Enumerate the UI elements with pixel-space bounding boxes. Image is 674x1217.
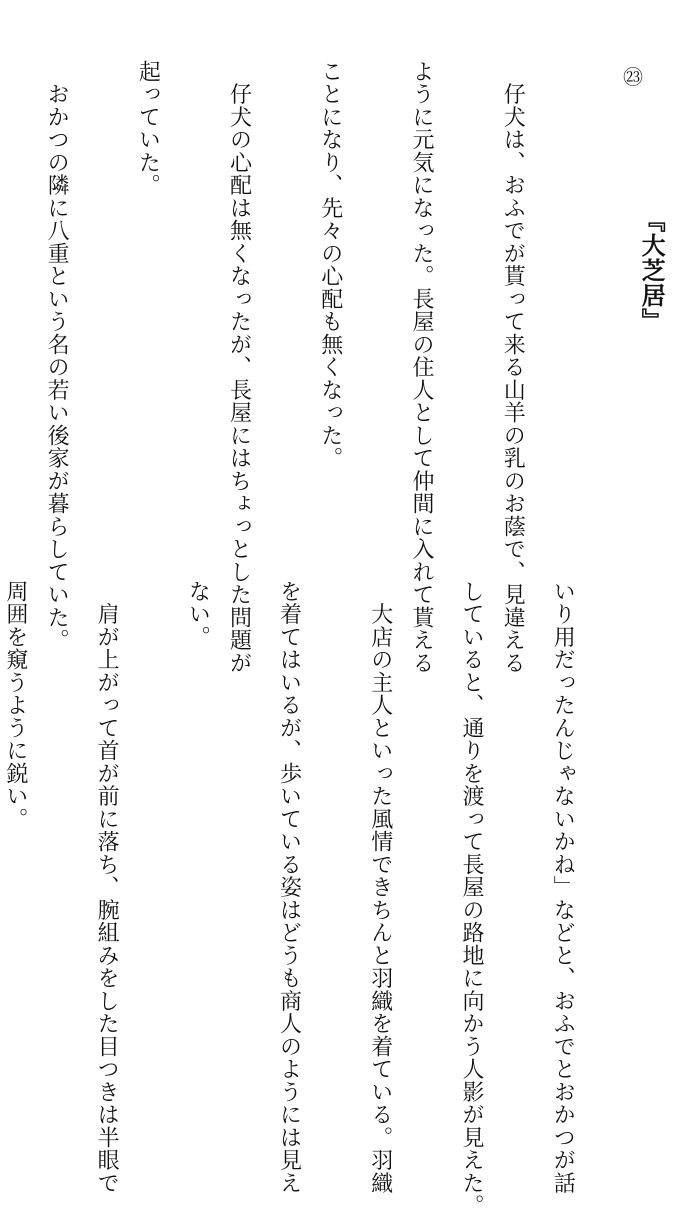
- page-number: ㉓: [623, 65, 643, 89]
- upper-text-line-3: ことになり、先々の心配も無くなった。: [317, 60, 343, 470]
- upper-text-line-4: 仔犬の心配は無くなったが、長屋にはちょっとした問題が: [226, 60, 252, 675]
- upper-text-line-6: おかつの隣に八重という名の若い後家が暮らしていた。: [44, 60, 70, 652]
- lower-text-line-4: を着てはいるが、歩いている姿はどうも商人のようには見え: [276, 580, 302, 1195]
- lower-text-line-7: 周囲を窺うように鋭い。: [2, 580, 28, 831]
- lower-text-line-2: していると、通りを渡って長屋の路地に向かう人影が見えた。: [458, 580, 484, 1217]
- lower-text-block: [2, 580, 638, 1217]
- lower-text-line-3: 大店の主人といった風情できちんと羽織を着ている。羽織: [367, 580, 393, 1195]
- upper-text-line-5: 起っていた。: [135, 60, 161, 197]
- lower-text-line-1: いり用だったんじゃないかね」などと、おふでとおかつが話: [550, 580, 576, 1195]
- lower-text-line-6: 肩が上がって首が前に落ち、腕組みをした目つきは半眼で: [94, 580, 120, 1195]
- lower-text-line-5: ない。: [185, 580, 211, 649]
- upper-text-line-1: 仔犬は、おふでが貰って来る山羊の乳のお蔭で、見違える: [500, 60, 526, 675]
- upper-text-line-2: ように元気になった。長屋の住人として仲間に入れて貰える: [408, 60, 434, 675]
- chapter-title: 『大芝居』: [637, 208, 667, 333]
